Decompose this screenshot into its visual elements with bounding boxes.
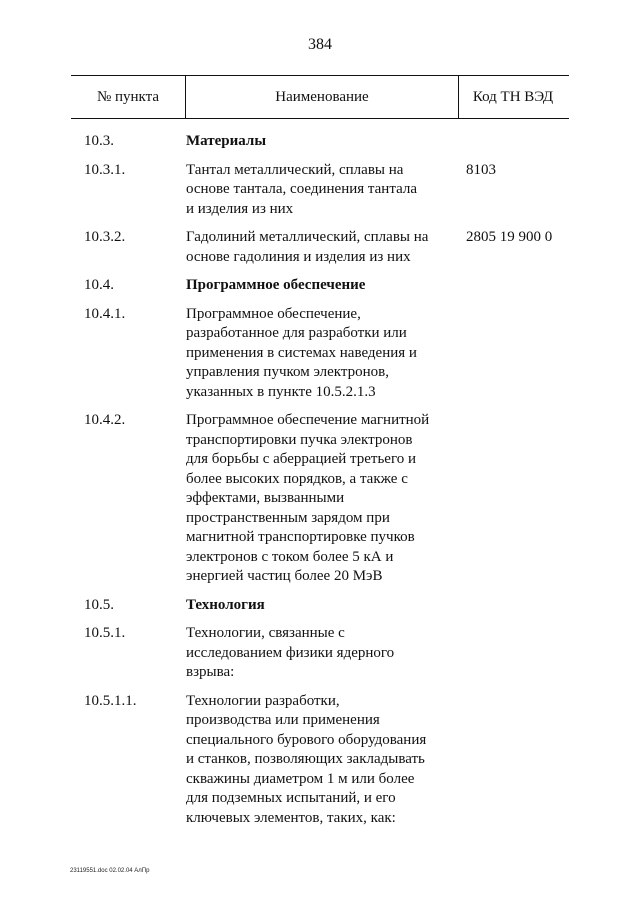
item-number: 10.4.2. (84, 412, 126, 428)
section-title: Материалы (186, 133, 267, 149)
item-description: Технологии разработки, производства или применения специального бурового оборудования и станков, позволяющих закладывать скважины диаметром 1 м или более для подземных испытаний, и его ключевых элементов, таких, как: (186, 692, 427, 826)
item-description: Гадолиний металлический, сплавы на основе гадолиния и изделия из них (186, 229, 429, 265)
item-number: 10.5.1. (84, 625, 126, 641)
table-row (0, 228, 640, 267)
item-description: Программное обеспечение, разработанное для разработки или применения в системах наведения и управления пучком электронов, указанных в пункте 10.5.2.1.3 (186, 305, 417, 400)
table-row (0, 596, 640, 616)
item-description: Программное обеспечение магнитной транспортировки пучка электронов для борьбы с аберрацией третьего и более высоких порядков, а также с эффектами, вызванными пространственным зарядом при магнитной транспортировке пучков электронов с током более 5 кА и энергией частиц более 20 МэВ (186, 412, 430, 584)
table-row (0, 276, 640, 296)
header-code: Код ТН ВЭД (472, 89, 554, 105)
item-number: 10.4.1. (84, 305, 126, 322)
section-title: Программное обеспечение (186, 277, 366, 293)
item-number: 10.3.1. (84, 161, 126, 178)
page-number: 384 (308, 36, 332, 53)
item-number: 10.3. (84, 133, 114, 149)
file-footer: 23119551.doc 02.02.04 АлПр (70, 868, 150, 874)
section-title: Технология (186, 596, 265, 613)
table-header (71, 75, 569, 119)
table-row (0, 305, 640, 403)
table-row (0, 692, 640, 829)
table-body (0, 132, 640, 837)
table-row (0, 624, 640, 683)
item-number: 10.5.1.1. (84, 692, 137, 709)
item-description: Тантал металлический, сплавы на основе тантала, соединения тантала и изделия из них (186, 161, 417, 217)
item-code: 2805 19 900 0 (466, 229, 553, 245)
table-row (0, 411, 640, 587)
item-number: 10.4. (84, 277, 114, 293)
header-item-number: № пункта (96, 89, 160, 105)
item-code: 8103 (466, 161, 496, 178)
table-row (0, 161, 640, 220)
header-name: Наименование (185, 76, 459, 118)
table-row (0, 132, 640, 152)
item-description: Технологии, связанные с исследованием физики ядерного взрыва: (186, 625, 395, 680)
item-number: 10.5. (84, 596, 114, 613)
item-number: 10.3.2. (84, 229, 126, 245)
